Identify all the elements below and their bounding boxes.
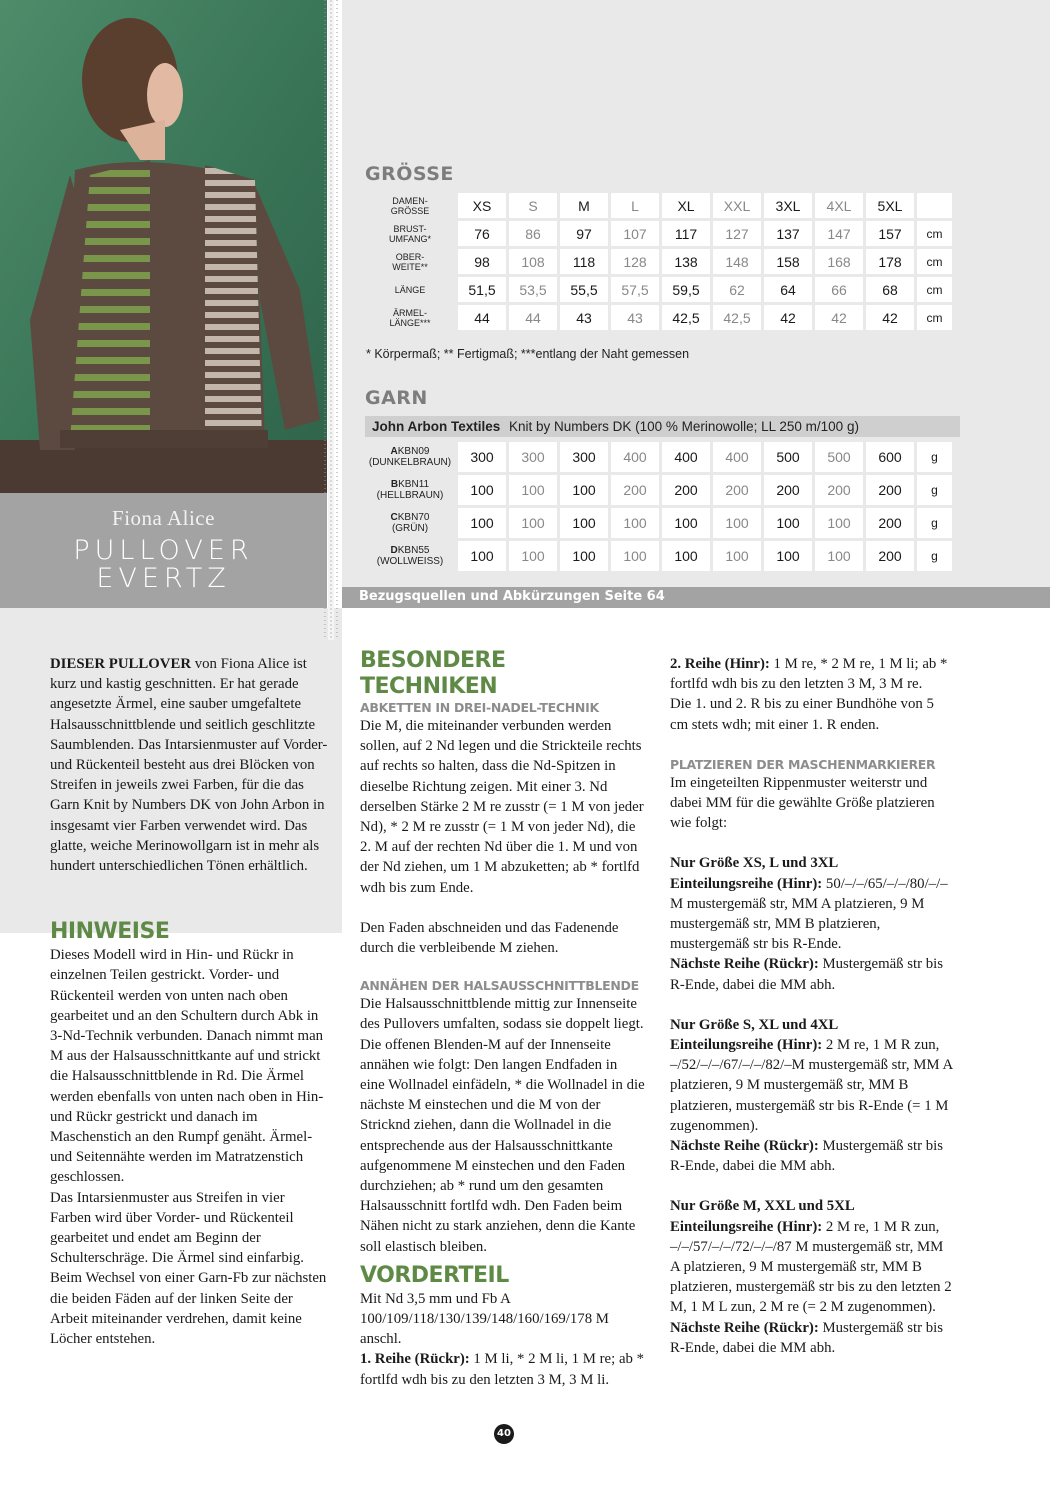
unit-cell: cm (917, 305, 952, 330)
size-cell: 68 (866, 277, 914, 302)
yarn-cell: 400 (713, 442, 761, 472)
setup-text: 2 M re, 1 M R zun, –/52/–/–/67/–/–/82/–M mustergemäß str, MM A platzieren, 9 M mustergemäß str, MM B platzieren, mustergemäß str bis R-Ende (= 1 M zugenommen). (670, 1037, 953, 1134)
size-cell: 107 (611, 221, 659, 246)
label-line: OBER- (395, 251, 425, 262)
yarn-color: (GRÜN) (391, 523, 429, 534)
size-cell: 62 (713, 277, 761, 302)
yarn-header-bar (365, 416, 960, 437)
size-cell: M (560, 193, 608, 218)
yarn-cell: 100 (458, 541, 506, 571)
next-label: Nächste Reihe (Rückr): (670, 1138, 819, 1155)
size-row-label (365, 221, 455, 246)
yarn-cell: 300 (458, 442, 506, 472)
size-cell: 57,5 (611, 277, 659, 302)
row1-text: 1 M li, * 2 M li, 1 M re; ab * fortlfd wdh bis zu den letzten 3 M, 3 M li. (360, 1351, 645, 1388)
size-cell: 138 (662, 249, 710, 274)
size-cell: 42 (866, 305, 914, 330)
intro-lead: DIESER PULLOVER (50, 656, 192, 672)
vorderteil-row2 (670, 654, 955, 694)
size-cell: 43 (611, 305, 659, 330)
yarn-id: KBN70 (397, 512, 430, 523)
yarn-row-label (365, 541, 455, 571)
size-cell: 127 (713, 221, 761, 246)
size-cell: 108 (509, 249, 557, 274)
yarn-row (365, 475, 952, 505)
yarn-row-label (365, 442, 455, 472)
yarn-code: B (390, 479, 399, 490)
technik-annaehen-heading: ANNÄHEN DER HALSAUSSCHNITTBLENDE (360, 978, 639, 994)
yarn-brand: John Arbon Textiles (372, 419, 501, 434)
hinweise-p3: Beim Wechsel von einer Garn-Fb zur nächsten die beiden Fäden auf der linken Seite der Arbeit miteinander verdrehen, damit keine Löcher entstehen. (50, 1270, 327, 1348)
size-cell: L (611, 193, 659, 218)
size-cell: 42,5 (713, 305, 761, 330)
yarn-cell: 300 (509, 442, 557, 472)
yarn-cell: 100 (713, 541, 761, 571)
row2-text: 1 M re, * 2 M re, 1 M li; ab * fortlfd wdh bis zu den letzten 3 M, 3 M re. (670, 656, 948, 693)
label-line: LÄNGE*** (389, 317, 431, 328)
column-right (670, 654, 955, 1358)
yarn-cell: 100 (764, 508, 812, 538)
size-row-label (365, 249, 455, 274)
yarn-cell: 200 (611, 475, 659, 505)
size-cell: 42,5 (662, 305, 710, 330)
sources-text: Bezugsquellen und Abkürzungen Seite 64 (359, 589, 665, 604)
unit-cell: g (917, 475, 952, 505)
designer-name: Fiona Alice (112, 506, 215, 530)
size-row (365, 277, 952, 302)
yarn-cell: 100 (764, 541, 812, 571)
row1-label: 1. Reihe (Rückr): (360, 1351, 470, 1368)
size-cell: 55,5 (560, 277, 608, 302)
size-cell: 128 (611, 249, 659, 274)
yarn-color: (WOLLWEISS) (376, 556, 444, 567)
yarn-cell: 100 (815, 508, 863, 538)
size-cell: 5XL (866, 193, 914, 218)
size-cell: 97 (560, 221, 608, 246)
yarn-code: D (390, 545, 398, 556)
unit-cell: g (917, 508, 952, 538)
vorderteil-cast-on: Mit Nd 3,5 mm und Fb A 100/109/118/130/139/148/160/169/178 M anschl. (360, 1290, 609, 1348)
yarn-cell: 400 (611, 442, 659, 472)
size-cell: 44 (509, 305, 557, 330)
yarn-cell: 100 (611, 541, 659, 571)
yarn-cell: 200 (866, 475, 914, 505)
size-cell: 147 (815, 221, 863, 246)
technik-abketten-text: Die M, die miteinander verbunden werden sollen, auf 2 Nd legen und die Strickteile rechts auf rechts so halten, dass die Nd-Spitzen in dieselbe Richtung zeigen. Mit einer 3. Nd derselben Stärke 2 M re zusstr (= 1 M von jeder Nd), * 2 M re zusstr (= 1 M von jeder Nd), die 2. M auf der rechten Nd über die 1. M und von der Nd ziehen, um 1 M abzuketten; ab * fortlfd wdh bis zum Ende. (360, 718, 644, 896)
size-row-label (365, 277, 455, 302)
vorderteil-repeat: Die 1. und 2. R bis zu einer Bundhöhe von 5 cm stets wdh; mit einer 1. R enden. (670, 696, 934, 733)
setup-label: Einteilungsreihe (Hinr): (670, 1218, 823, 1235)
title-box (0, 493, 327, 608)
yarn-cell: 200 (866, 541, 914, 571)
size-cell: 3XL (764, 193, 812, 218)
label-line: ÄRMEL- (392, 307, 427, 318)
yarn-cell: 600 (866, 442, 914, 472)
yarn-row (365, 541, 952, 571)
unit-cell: g (917, 541, 952, 571)
marker-setup-row (670, 874, 955, 955)
yarn-cell: 500 (764, 442, 812, 472)
size-row (365, 249, 952, 274)
marker-group-title: Nur Größe M, XXL und 5XL (670, 1198, 855, 1215)
column-left (50, 654, 328, 1349)
yarn-cell: 200 (815, 475, 863, 505)
yarn-table (362, 439, 955, 574)
setup-text: 50/–/–/65/–/–/80/–/–M mustergemäß str, MM A platzieren, 9 M mustergemäß str, MM B platzieren, mustergemäß str bis R-Ende. (670, 875, 948, 953)
label-line: UMFANG* (388, 233, 431, 244)
next-label: Nächste Reihe (Rückr): (670, 1319, 819, 1336)
size-cell: 168 (815, 249, 863, 274)
size-row-label (365, 193, 455, 218)
hinweise-p1: Dieses Modell wird in Hin- und Rückr in einzelnen Teilen gestrickt. Vorder- und Rückenteil werden von unten nach oben gearbeitet und an den Schultern durch Abk in 3-Nd-Technik verbunden. Danach nimmt man M aus der Halsausschnittkante auf und strickt die Halsausschnittblende in Rd. Die Ärmel werden ebenfalls von unten nach oben in Hin- und Rückr gestrickt und danach im Maschenstich an den Rumpf genäht. Ärmel- und Seitennähte werden im Matratzenstich geschlossen. (50, 947, 324, 1186)
size-row (365, 305, 952, 330)
size-cell: 118 (560, 249, 608, 274)
size-cell: 53,5 (509, 277, 557, 302)
hinweise-heading: HINWEISE (50, 919, 170, 945)
technik-abketten-text2: Den Faden abschneiden und das Fadenende durch die verbleibende M ziehen. (360, 919, 619, 957)
size-cell: 137 (764, 221, 812, 246)
yarn-row (365, 508, 952, 538)
pattern-title-line2: EVERTZ (96, 563, 231, 594)
size-cell: 64 (764, 277, 812, 302)
unit-cell: cm (917, 221, 952, 246)
pullover-illustration (0, 0, 327, 493)
vorderteil-heading: VORDERTEIL (360, 1262, 509, 1288)
intro-paragraph (50, 654, 328, 876)
size-cell: 117 (662, 221, 710, 246)
hinweise-p2: Das Intarsienmuster aus Streifen in vier Farben wird über Vorder- und Rückenteil gearbeitet und endet am Beginn der Schulterschräge. Die Ärmel sind einfarbig. (50, 1189, 304, 1267)
yarn-color: (HELLBRAUN) (376, 490, 444, 501)
yarn-code: A (390, 446, 398, 457)
yarn-cell: 200 (662, 475, 710, 505)
unit-cell: cm (917, 277, 952, 302)
marker-group-title: Nur Größe XS, L und 3XL (670, 855, 839, 872)
marker-setup-row (670, 1035, 955, 1136)
size-cell: S (509, 193, 557, 218)
size-footnote: * Körpermaß; ** Fertigmaß; ***entlang der Naht gemessen (366, 347, 690, 361)
label-line: LÄNGE (394, 284, 426, 295)
size-cell: 51,5 (458, 277, 506, 302)
size-cell: 157 (866, 221, 914, 246)
groesse-heading: GRÖSSE (365, 163, 454, 185)
unit-cell: cm (917, 249, 952, 274)
yarn-cell: 200 (713, 475, 761, 505)
yarn-cell: 500 (815, 442, 863, 472)
yarn-cell: 200 (866, 508, 914, 538)
marker-next-row (670, 1318, 955, 1358)
label-line: GRÖSSE (390, 205, 430, 216)
yarn-color: (DUNKELBRAUN) (368, 457, 452, 468)
yarn-cell: 100 (815, 541, 863, 571)
yarn-cell: 400 (662, 442, 710, 472)
yarn-cell: 200 (764, 475, 812, 505)
yarn-cell: 100 (560, 541, 608, 571)
size-cell: 76 (458, 221, 506, 246)
techniken-heading: BESONDERE TECHNIKEN (360, 648, 506, 699)
next-label: Nächste Reihe (Rückr): (670, 956, 819, 973)
size-cell: 98 (458, 249, 506, 274)
yarn-row-label (365, 475, 455, 505)
yarn-row (365, 442, 952, 472)
size-cell: 43 (560, 305, 608, 330)
yarn-product: Knit by Numbers DK (100 % Merinowolle; LL 250 m/100 g) (509, 419, 859, 434)
marker-next-row (670, 1136, 955, 1176)
size-cell: 4XL (815, 193, 863, 218)
setup-label: Einteilungsreihe (Hinr): (670, 1037, 823, 1054)
column-middle (360, 648, 645, 1390)
size-cell: 148 (713, 249, 761, 274)
sources-bar (342, 587, 1050, 608)
yarn-row-label (365, 508, 455, 538)
markierer-intro: Im eingeteilten Rippenmuster weiterstr und dabei MM für die gewählte Größe platzieren wie folgt: (670, 774, 935, 832)
technik-abketten-heading: ABKETTEN IN DREI-NADEL-TECHNIK (360, 700, 599, 715)
yarn-cell: 100 (509, 475, 557, 505)
unit-cell (917, 193, 952, 218)
size-cell: 44 (458, 305, 506, 330)
label-line: WEITE** (392, 261, 428, 272)
model-photo (0, 0, 327, 493)
yarn-cell: 100 (560, 475, 608, 505)
technik-annaehen-text: Die Halsausschnittblende mittig zur Innenseite des Pullovers umfalten, sodass sie doppelt liegt. Die offenen Blenden-M auf der Innenseite annähen wie folgt: Den langen Endfaden in eine Wollnadel einfädeln, * die Wollnadel in die nächste M einstechen und die M von der Stricknd ziehen, dann die Wollnadel in die entsprechende aus der Halsausschnittkante aufgenommene M einstechen und den Faden durchziehen; ab * rund um den gesamten Halsausschnitt fortlfd wdh. Den Faden beim Nähen nicht zu stark anziehen, denn die Kante soll elastisch bleiben. (360, 996, 645, 1255)
yarn-cell: 100 (662, 541, 710, 571)
yarn-cell: 100 (458, 475, 506, 505)
yarn-cell: 100 (458, 508, 506, 538)
yarn-cell: 300 (560, 442, 608, 472)
size-cell: 86 (509, 221, 557, 246)
size-cell: 66 (815, 277, 863, 302)
size-cell: 42 (815, 305, 863, 330)
size-cell: 178 (866, 249, 914, 274)
marker-setup-row (670, 1217, 955, 1318)
pattern-title-line1: PULLOVER (73, 535, 254, 566)
yarn-id: KBN55 (397, 545, 430, 556)
label-line: BRUST- (393, 223, 427, 234)
page-number: 40 (494, 1424, 514, 1444)
row2-label: 2. Reihe (Hinr): (670, 656, 770, 672)
yarn-cell: 100 (662, 508, 710, 538)
size-row (365, 221, 952, 246)
yarn-id: KBN11 (398, 479, 430, 490)
marker-next-row (670, 954, 955, 994)
label-line: DAMEN- (392, 195, 428, 206)
size-cell: XL (662, 193, 710, 218)
vorderteil-row1 (360, 1349, 645, 1389)
setup-label: Einteilungsreihe (Hinr): (670, 875, 823, 892)
size-cell: 42 (764, 305, 812, 330)
size-table (362, 190, 955, 333)
yarn-cell: 100 (509, 508, 557, 538)
yarn-cell: 100 (509, 541, 557, 571)
next-text: Mustergemäß str bis R-Ende, dabei die MM abh. (670, 956, 944, 993)
size-cell: XXL (713, 193, 761, 218)
yarn-id: KBN09 (397, 446, 430, 457)
garn-heading: GARN (365, 387, 428, 409)
yarn-cell: 100 (611, 508, 659, 538)
size-cell: 59,5 (662, 277, 710, 302)
markierer-heading: PLATZIEREN DER MASCHENMARKIERER (670, 756, 936, 772)
yarn-cell: 100 (713, 508, 761, 538)
size-cell: XS (458, 193, 506, 218)
intro-text: von Fiona Alice ist kurz und kastig geschnitten. Er hat gerade angesetzte Ärmel, eine sauber umgefaltete Halsausschnittblende und seitlich geschlitzte Saumblenden. Das Intarsienmuster auf Vorder- und Rückenteil besteht aus drei Blöcken von Streifen in jeweils zwei Farben, für die das Garn Knit by Numbers DK von John Arbon in insgesamt vier Farben verwendet wird. Das glatte, weiche Merinowollgarn ist in mehr als hundert unterschiedlichen Tönen erhältlich. (50, 656, 328, 875)
next-text: Mustergemäß str bis R-Ende, dabei die MM abh. (670, 1138, 944, 1175)
unit-cell: g (917, 442, 952, 472)
yarn-code: C (390, 512, 398, 523)
marker-groups (670, 833, 955, 1358)
size-row (365, 193, 952, 218)
setup-text: 2 M re, 1 M R zun, –/–/57/–/–/72/–/–/87 M mustergemäß str, MM A platzieren, 9 M mustergemäß str, MM B platzieren, mustergemäß str bis zu den letzten 2 M, 1 M L zun, 2 M re (= 2 M zugenommen). (670, 1218, 952, 1316)
marker-group-title: Nur Größe S, XL und 4XL (670, 1016, 839, 1033)
yarn-cell: 100 (560, 508, 608, 538)
size-row-label (365, 305, 455, 330)
next-text: Mustergemäß str bis R-Ende, dabei die MM abh. (670, 1319, 944, 1356)
size-cell: 158 (764, 249, 812, 274)
